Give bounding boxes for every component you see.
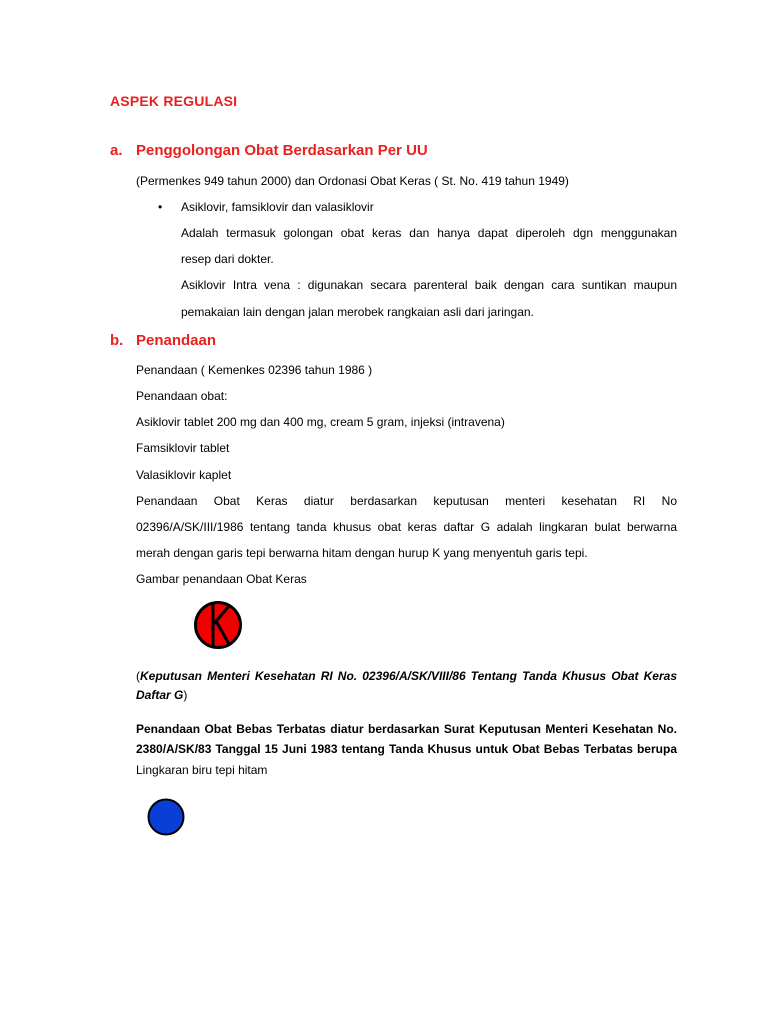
obat-keras-symbol (193, 600, 243, 650)
page-title: ASPEK REGULASI (110, 93, 238, 109)
bebas-line2: 2380/A/SK/83 Tanggal 15 Juni 1983 tentang Tanda Khusus untuk Obat Bebas Terbatas berupa (136, 742, 677, 756)
section-b-heading (110, 332, 216, 349)
caption-line2 (136, 686, 677, 705)
gambar-label: Gambar penandaan Obat Keras (136, 572, 307, 586)
section-a-title: Penggolongan Obat Berdasarkan Per UU (136, 142, 428, 159)
keras-caption (136, 667, 677, 705)
bebas-line3: Lingkaran biru tepi hitam (136, 763, 268, 777)
section-b-number: b. (110, 332, 124, 349)
keras-para-line3: merah dengan garis tepi berwarna hitam dengan hurup K yang menyentuh garis tepi. (136, 546, 588, 560)
caption-close: ) (183, 688, 188, 702)
bebas-line1: Penandaan Obat Bebas Terbatas diatur berdasarkan Surat Keputusan Menteri Kesehatan No. (136, 722, 677, 736)
section-b-line2: Penandaan obat: (136, 389, 228, 403)
para1-line2: resep dari dokter. (181, 252, 274, 266)
section-b-line3: Asiklovir tablet 200 mg dan 400 mg, cream 5 gram, injeksi (intravena) (136, 415, 505, 429)
para2-line1: Asiklovir Intra vena : digunakan secara parenteral baik dengan cara suntikan maupun (181, 278, 677, 292)
bullet-item: Asiklovir, famsiklovir dan valasiklovir (181, 200, 374, 214)
section-b-line4: Famsiklovir tablet (136, 441, 230, 455)
section-a-heading (110, 142, 428, 159)
blue-circle-icon (146, 797, 186, 837)
keras-para-line2: 02396/A/SK/III/1986 tentang tanda khusus obat keras daftar G adalah lingkaran bulat berwarna (136, 520, 677, 534)
caption-open: ( (136, 669, 140, 683)
caption-line1 (136, 667, 677, 686)
para1-line1: Adalah termasuk golongan obat keras dan hanya dapat diperoleh dgn menggunakan (181, 226, 677, 240)
bullet-icon: • (158, 200, 163, 214)
section-b-line1: Penandaan ( Kemenkes 02396 tahun 1986 ) (136, 363, 373, 377)
section-b-title: Penandaan (136, 332, 217, 349)
obat-bebas-terbatas-symbol (146, 797, 186, 837)
section-b-line5: Valasiklovir kaplet (136, 468, 232, 482)
section-a-number: a. (110, 142, 123, 159)
obat-keras-k-icon (193, 600, 243, 650)
caption-text2: Daftar G (136, 688, 184, 702)
para2-line2: pemakaian lain dengan jalan merobek rangkaian asli dari jaringan. (181, 305, 534, 319)
section-a-intro: (Permenkes 949 tahun 2000) dan Ordonasi Obat Keras ( St. No. 419 tahun 1949) (136, 174, 569, 188)
caption-text1: Keputusan Menteri Kesehatan RI No. 02396/A/SK/VIII/86 Tentang Tanda Khusus Obat Keras (140, 669, 677, 683)
keras-para-line1: Penandaan Obat Keras diatur berdasarkan keputusan menteri kesehatan RI No (136, 494, 677, 508)
